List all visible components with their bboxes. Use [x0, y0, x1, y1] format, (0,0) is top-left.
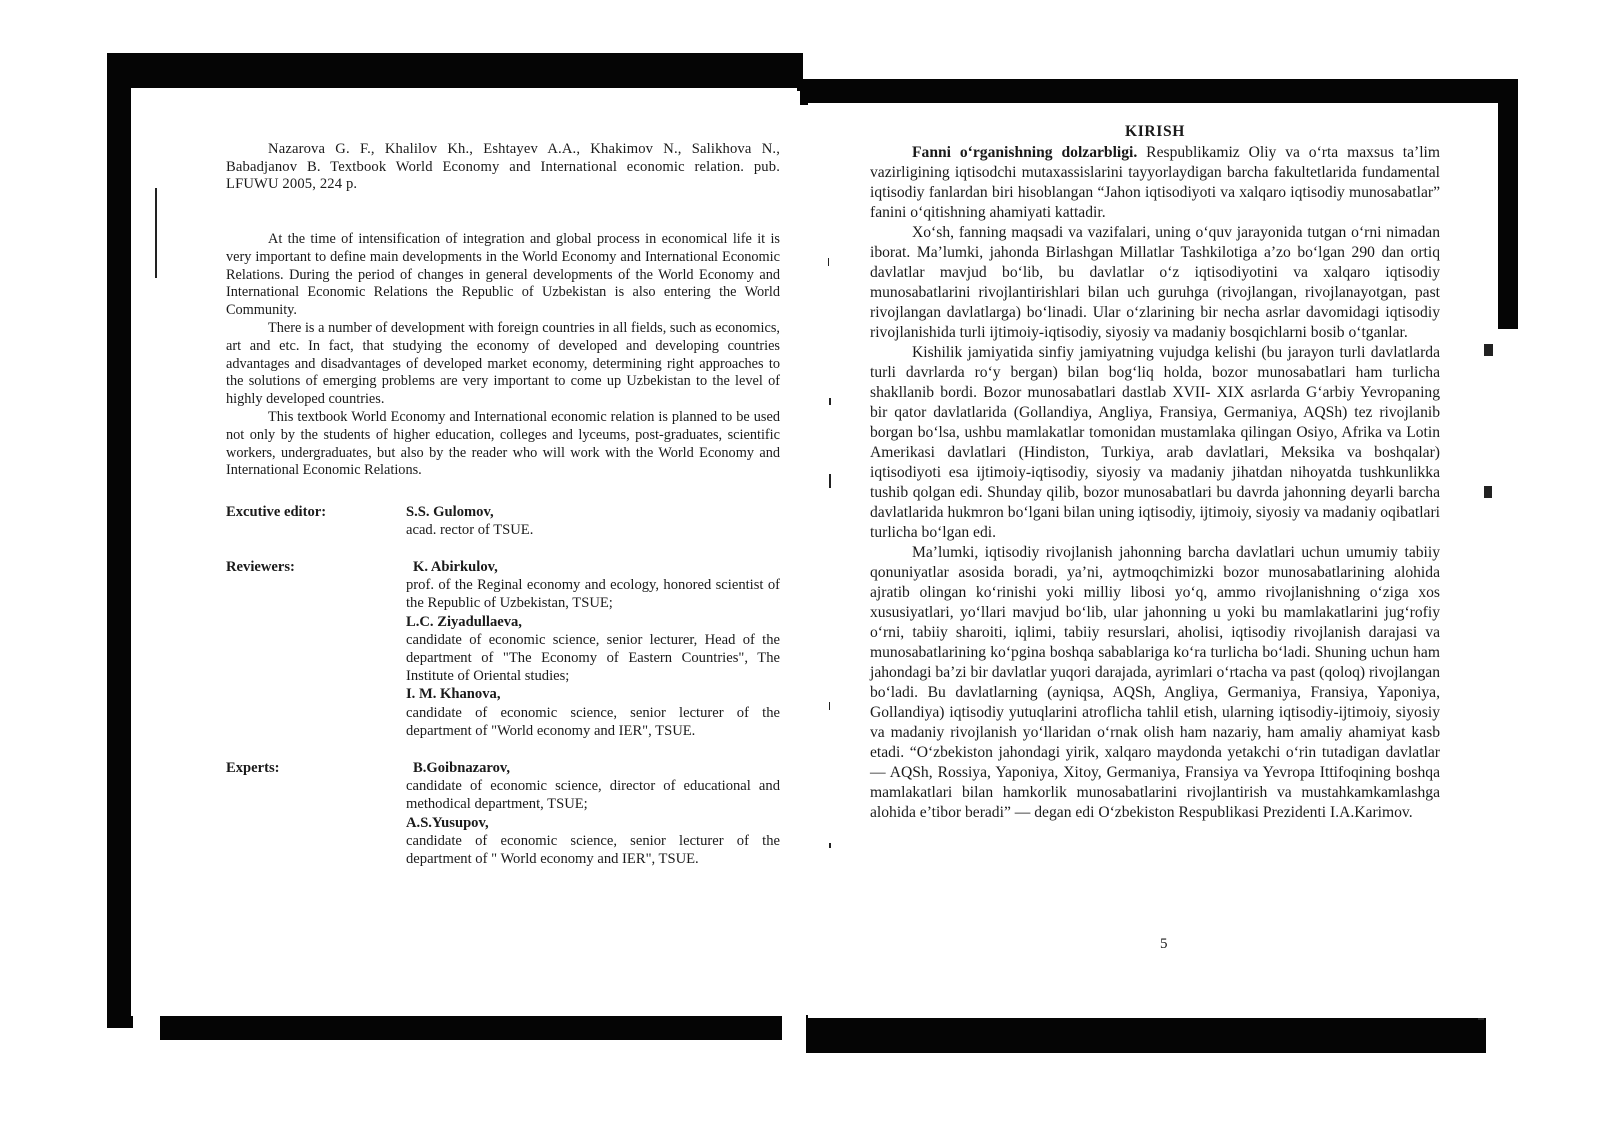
scan-mark — [1484, 486, 1492, 498]
page-number: 5 — [1160, 936, 1168, 952]
person-name: A.S.Yusupov, — [406, 814, 489, 831]
introduction-paragraph: Kishilik jamiyatida sinfiy jamiyatning vujudga kelishi (bu jarayon turli davlatlarda turli davrlarda ro‘y bergan) bilan bog‘liq holda, bozor munosabatlari ham turlicha shakllanib bordi. Bozor munosabatlari dastlab XVII- XIX asrlarda G‘arbiy Yevropaning bir qator davlatlarida (Gollandiya, Angliya, Fransiya, Germaniya, AQSh) tez rivojlanib borgan bo‘lsa, ushbu mamlakatlar tomonidan mustamlaka qilingan Osiyo, Afrika va Lotin Amerikasi davlatlari (Hindiston, Turkiya, arab davlatlari, Meksika va boshqalar) iqtisodiyoti esa ijtimoiy-iqtisodiy, siyosiy va madaniy jihatdan nihoyatda tushkunlikka tushib qolgan edi. Shunday qilib, bozor munosabatlari bu davrda jahonning deyarli barcha davlatlarida hukmron bo‘lgani bilan uning iqtisodiy, ijtimoiy, siyosiy va madaniy oqibatlari turlicha bo‘lgan edi. — [870, 344, 1440, 541]
experts-label: Experts: — [226, 760, 280, 776]
introduction-paragraph: Xo‘sh, fanning maqsadi va vazifalari, uning o‘quv jarayonida tutgan o‘rni nimadan iborat. Ma’lumki, jahonda Birlashgan Millatlar Tashkilotiga a’zo bo‘lgan 290 dan ortiq davlatlar mavjud bo‘lib, bu davlatlar o‘z iqtisodiyotini va xalqaro iqtisodiy munosabatlarini rivojlantirishlari bilan uch guruhga (rivojlangan, rivojlanayotgan, past rivojlangan davlatlarga) bo‘linadi. Ular o‘zlarining bir necha asrlar davomidagi iqtisodiy rivojlanishida turli ijtimoiy-iqtisodiy, siyosiy va madaniy bosqichlarni bosib o‘tganlar. — [870, 224, 1440, 341]
scan-mark — [1484, 344, 1493, 356]
scan-border-bottom-right — [806, 1015, 1486, 1053]
lead-text: Respublikamiz Oliy va o‘rta maxsus ta’lim vazirligining iqtisodchi mutaxassislarini tayyorlaydigan barcha fakultetlarida fundamental iqtisodiy fanlardan biri hisoblangan “Jahon iqtisodiyoti va xalqaro iqtisodiy munosabatlar” fanini o‘qitishning ahamiyati kattadir. — [870, 144, 1441, 221]
executive-editor-label: Excutive editor: — [226, 504, 327, 520]
abstract-paragraph: This textbook World Economy and International economic relation is planned to be used not only by the students of higher education, colleges and lyceums, post-graduates, scientific workers, undergraduates, but also by the reader who will work with the World Economy and International Economic Relations. — [226, 408, 780, 479]
executive-editor-list — [406, 503, 780, 539]
person-name: S.S. Gulomov, — [406, 504, 494, 520]
person-description: prof. of the Reginal economy and ecology, honored scientist of the Republic of Uzbekistan, TSUE; — [406, 577, 780, 612]
person-description: candidate of economic science, senior lecturer of the department of "World economy and IER", TSUE. — [406, 704, 780, 739]
relevance-subheading: Fanni o‘rganishning dolzarbligi. — [912, 144, 1138, 161]
abstract-paragraph: At the time of intensification of integration and global process in economical life it is very important to define main developments in the World Economy and International Economic Relations. During the period of changes in general developments of the World Economy and International Economic Relations the Republic of Uzbekistan is also entering the World Community. — [226, 231, 780, 319]
scan-border-top-left — [127, 53, 803, 91]
scan-border-top-right — [800, 79, 1502, 105]
scan-mark — [829, 398, 831, 405]
bibliographic-reference: Nazarova G. F., Khalilov Kh., Eshtayev A.A., Khakimov N., Salikhova N., Babadjanov B. Textbook World Economy and International economic relation. pub. LFUWU 2005, 224 p. — [226, 141, 780, 192]
experts-list — [406, 759, 780, 868]
person-description: acad. rector of TSUE. — [406, 522, 534, 539]
abstract-paragraph: There is a number of development with foreign countries in all fields, such as economics, art and etc. In fact, that studying the economy of developed and developing countries advantages and disadvantages of developed market economy, determining right approaches to the solutions of emerging problems are very important to come up Uzbekistan to the level of highly developed countries. — [226, 319, 780, 408]
introduction — [870, 122, 1440, 823]
scan-mark — [829, 474, 831, 488]
person-name: L.C. Ziyadullaeva, — [406, 613, 522, 630]
introduction-paragraph: Ma’lumki, iqtisodiy rivojlanish jahonning barcha davlatlari uchun umumiy tabiiy qonuniyatlar asosida boradi, ya’ni, aytmoqchimizki bozor munosabatlarining alohida ajratib olingan ko‘rinishi yoki milliy libosi yo‘q, ammo rivojlanishning o‘ziga xos xususiyatlari, yo‘llari mavjud bo‘lib, ular jahonning u yoki bu mamlakatlarini jug‘rofiy o‘rni, tabiiy sharoiti, iqlimi, tabiiy resurslari, aholisi, iqtisodiy rivojlanish darajasi va munosabatlarining ko‘pgina boshqa sabablariga ko‘ra turlicha bo‘ladi. Shuning uchun ham jahondagi ba’zi bir davlatlar yuqori darajada, ayrimlari o‘rtacha va past (qoloq) rivojlangan bo‘ladi. Bu davlatlarning (ayniqsa, AQSh, Angliya, Germaniya, Fransiya, Yaponiya, Gollandiya) iqtisodiy yutuqlarini atroflicha tahlil etish, ularning iqtisodiy-ijtimoiy, siyosiy va madaniy rivojlanish yo‘llaridan o‘rnak olish ham nazariy, ham amaliy ahamiyat kasb etadi. “O‘zbekiston jahondagi yirik, xalqaro maydonda yetakchi o‘rin tutadigan davlatlar — AQSh, Rossiya, Yaponiya, Xitoy, Germaniya, Fransiya va Yevropa Ittifoqining boshqa mamlakatlari bilan hamkorlik munosabatlarini rivojlantirish va mustahkamkamlashga alohida e’tibor beradi” — degan edi O‘zbekiston Respublikasi Prezidenti I.A.Karimov. — [870, 544, 1440, 821]
scan-border-bottom-left — [160, 1014, 782, 1040]
introduction-paragraph — [870, 143, 1440, 223]
abstract — [226, 231, 780, 480]
scan-mark — [828, 258, 829, 266]
person-name: B.Goibnazarov, — [413, 760, 511, 776]
person-description: candidate of economic science, director of educational and methodical department, TSUE; — [406, 778, 780, 813]
person-description: candidate of economic science, senior lecturer of the department of " World economy and IER", TSUE. — [406, 832, 780, 868]
person-name: I. M. Khanova, — [406, 686, 501, 703]
scan-mark — [155, 188, 157, 278]
scan-mark — [829, 843, 831, 848]
reviewers-list — [406, 558, 780, 740]
left-page — [131, 88, 797, 1016]
introduction-heading: KIRISH — [1125, 123, 1185, 140]
person-description: candidate of economic science, senior lecturer, Head of the department of "The Economy of Eastern Countries", The Institute of Oriental studies; — [406, 631, 780, 685]
person-name: K. Abirkulov, — [413, 559, 498, 575]
scan-mark — [829, 702, 830, 710]
reviewers-label: Reviewers: — [226, 559, 295, 575]
scan-border-right — [1496, 79, 1518, 329]
scan-border-left — [107, 53, 133, 1028]
